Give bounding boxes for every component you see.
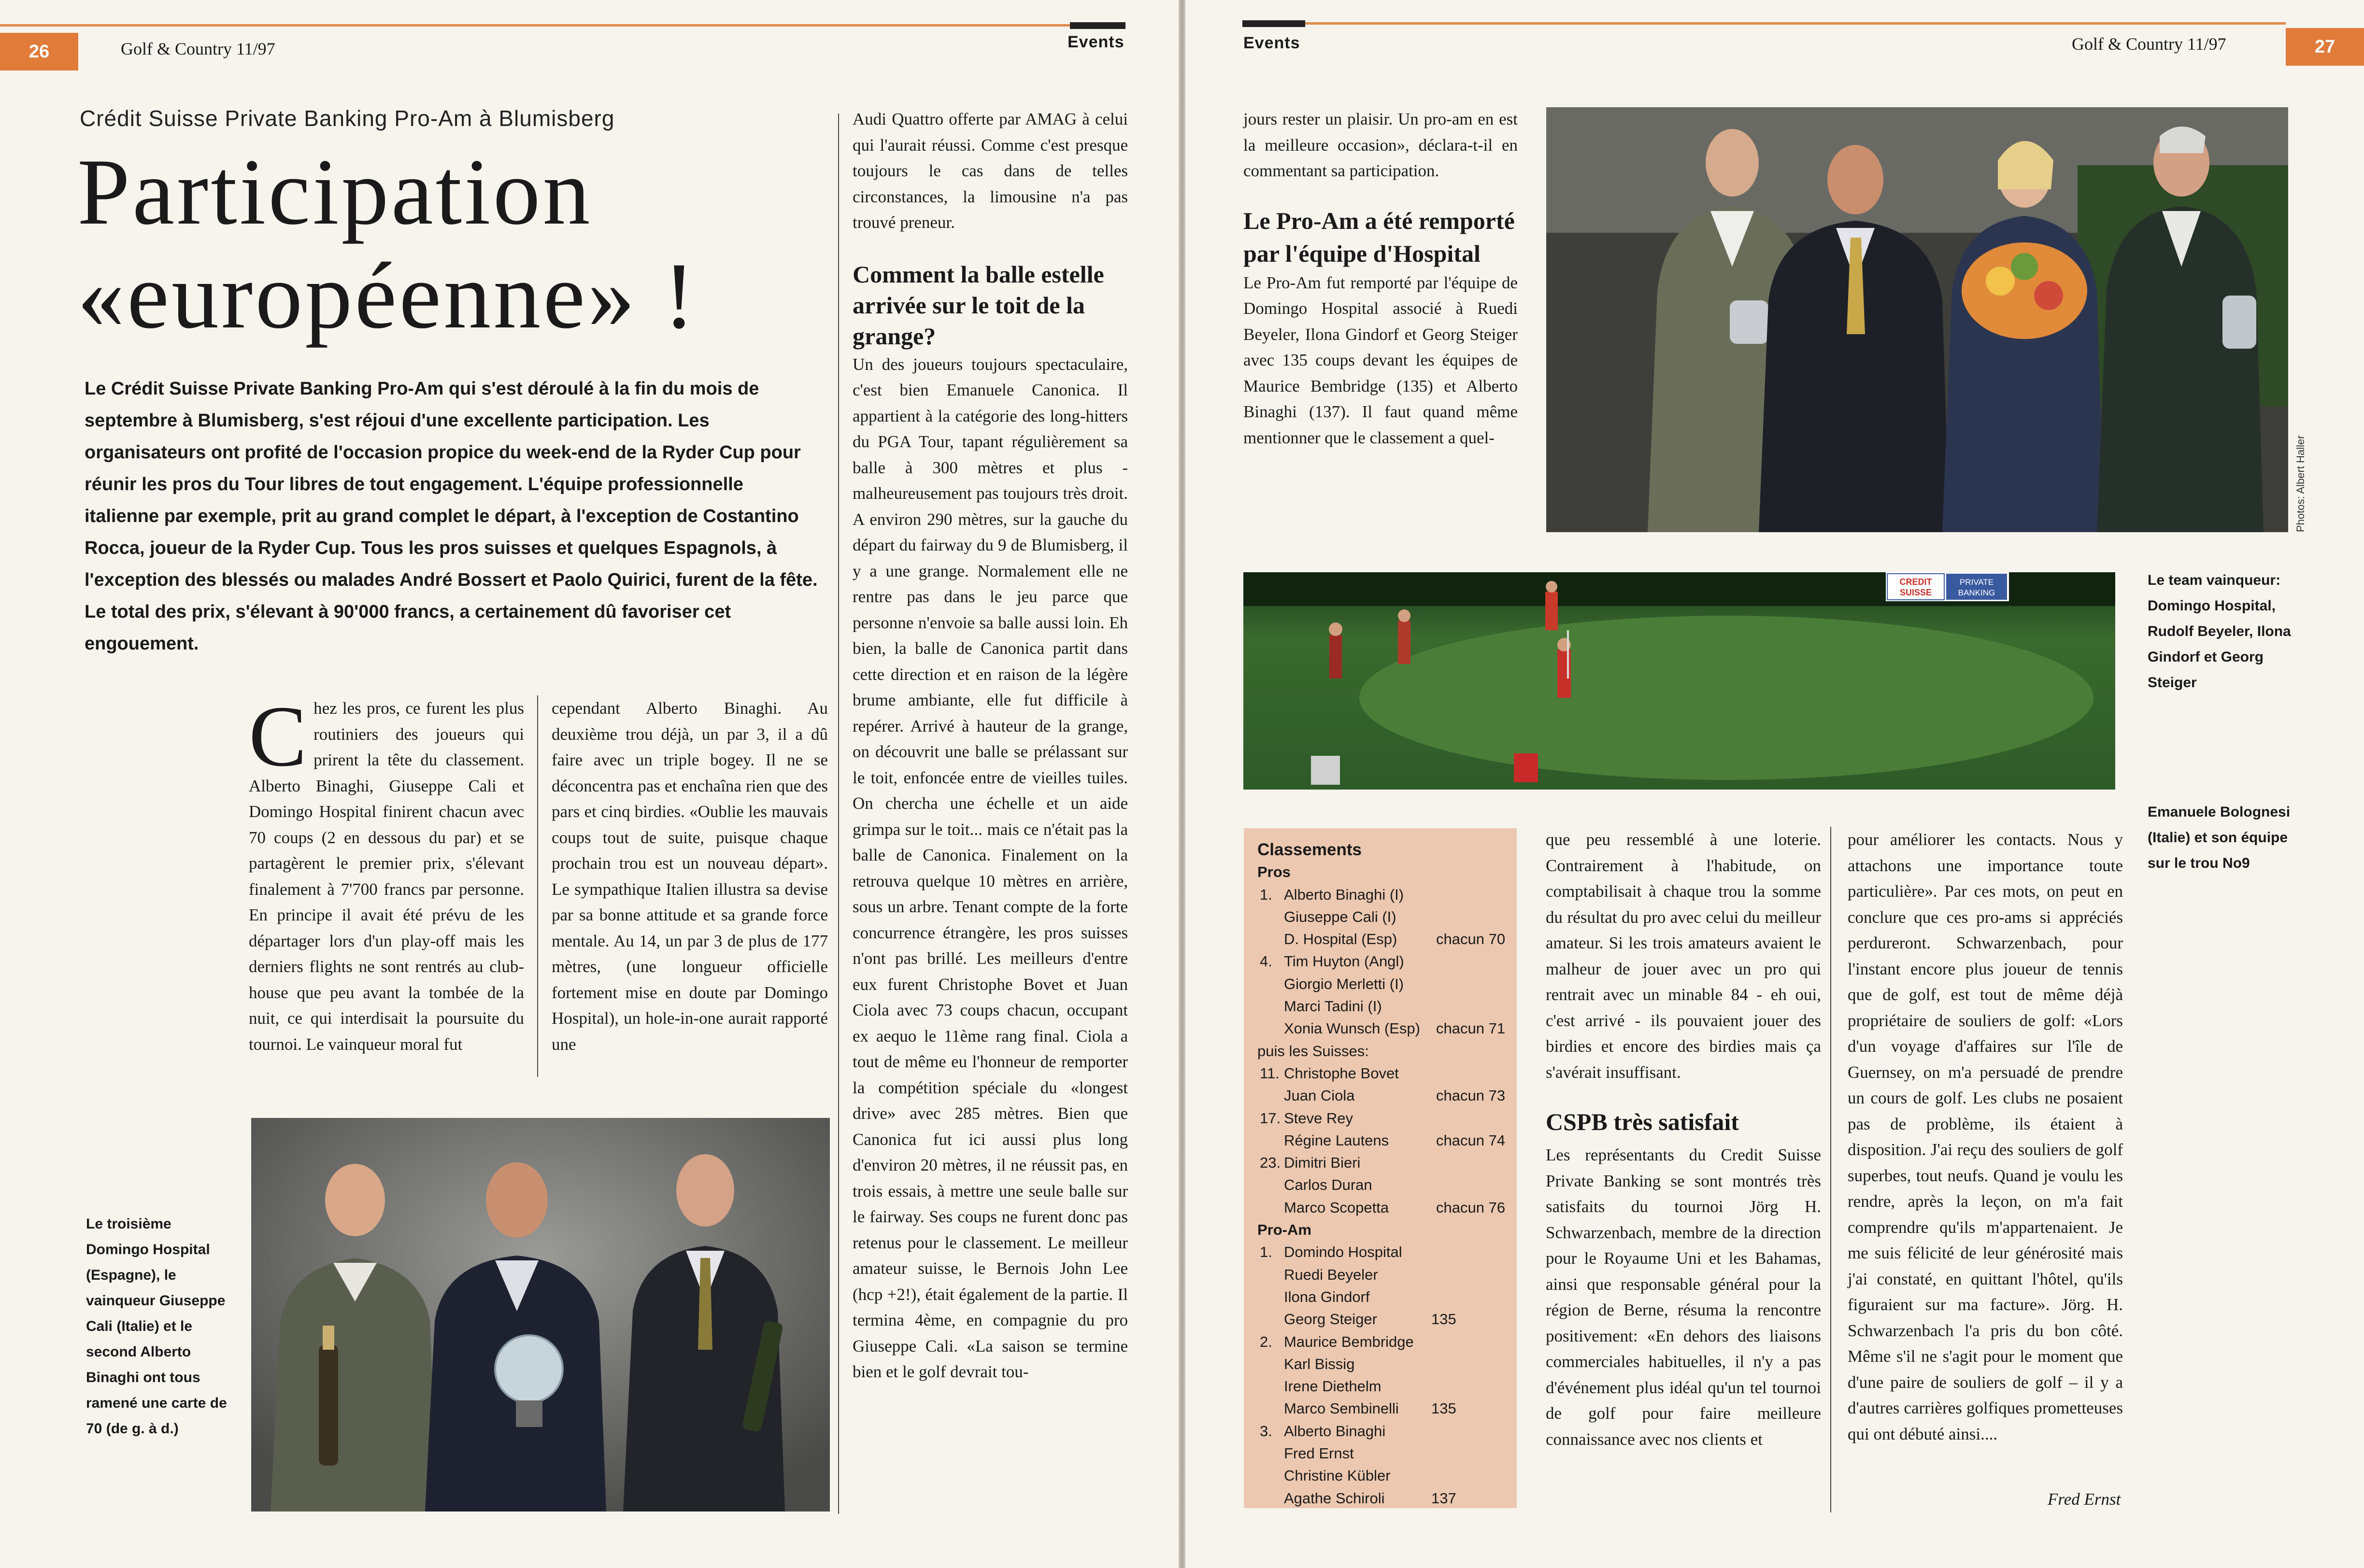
- players-photo-image: [251, 1118, 830, 1511]
- results-title: Classements: [1257, 840, 1362, 859]
- page-number: 26: [0, 33, 78, 71]
- page-number: 27: [2286, 28, 2364, 66]
- result-row: Marci Tadini (I): [1284, 998, 1382, 1015]
- result-row: 1. Domindo Hospital: [1260, 1243, 1402, 1261]
- col2-text: cependant Alberto Binaghi. Au deuxième trou déjà, un par 3, il a dû faire avec un triple bogey. Il ne se déconcentra pas et enchaîna rien que des pars et cinq birdies. «Oublie les mauvais coups tout de suite, puisque chaque prochain trou est un nouveau départ». Le sympathique Italien illustra sa devise par sa bonne attitude et sa grande force mentale. Au 14, un par 3 de plus de 177 mètres, (une longueur officielle fortement mise en doute par Domingo Hospital), un hole-in-one aurait rapporté une: [552, 699, 828, 1054]
- column-rule: [537, 695, 538, 1077]
- result-row: Giorgio Merletti (I): [1284, 975, 1404, 992]
- col2-text-1: que peu ressemblé à une loterie. Contrairement à l'habitude, on comptabilisait à chaque trou la somme du résultat du pro avec celui du meilleur amateur. Si les trois amateurs avaient le malheur de jouer avec un pro qui rentrait avec un minable 84 - eh oui, c'est arrivé - ils pouvaient jouer des birdies et encore des birdies mais ça s'avérait insuffisant.: [1546, 830, 1821, 1082]
- header-rule: [1242, 22, 2286, 25]
- results-pros-label: Pros: [1257, 863, 1291, 881]
- subheading: CSPB très satisfait: [1546, 1108, 1739, 1135]
- left-page: [0, 0, 1179, 1568]
- body-column-2: [1546, 827, 1821, 1452]
- result-row: Agathe Schiroli 137: [1284, 1489, 1456, 1507]
- results-swiss-list: [1257, 1062, 1517, 1219]
- column-rule: [1830, 827, 1831, 1512]
- result-row: Régine Lautens chacun 74: [1284, 1131, 1506, 1149]
- drop-cap: C: [249, 688, 307, 784]
- caption-winning-team: Le team vainqueur: Domingo Hospital, Rudolf Beyeler, Ilona Gindorf et Georg Steiger: [2148, 572, 2291, 691]
- body-column-3: [1848, 827, 2123, 1447]
- sign-cs-line1: CREDIT: [1899, 577, 1932, 587]
- title-line-1: Participation: [77, 140, 593, 244]
- section-label: Events: [1243, 34, 1300, 52]
- sign-pb-line1: PRIVATE: [1959, 578, 1994, 587]
- col3-text-1: Audi Quattro offerte par AMAG à celui qui l'aurait réussi. Comme c'est presque toujours le cas dans de telles circonstances, la limousine n'a pas trouvé preneur.: [853, 110, 1128, 232]
- result-row: Xonia Wunsch (Esp) chacun 71: [1284, 1020, 1506, 1037]
- result-row: 4. Tim Huyton (Angl): [1260, 953, 1404, 970]
- result-row: Juan Ciola chacun 73: [1284, 1087, 1506, 1104]
- result-row: 17. Steve Rey: [1260, 1109, 1353, 1127]
- result-row: Marco Sembinelli 135: [1284, 1400, 1456, 1417]
- result-row: 23. Dimitri Bieri: [1260, 1154, 1361, 1172]
- photo-credit: Photos: Albert Haller: [2294, 435, 2307, 532]
- body-column-1: [249, 688, 524, 1057]
- result-row: Karl Bissig: [1284, 1355, 1355, 1372]
- results-swiss-label: puis les Suisses:: [1257, 1042, 1369, 1059]
- result-row: 2. Maurice Bembridge: [1260, 1333, 1414, 1350]
- article-title: [77, 140, 698, 348]
- section-label: Events: [1068, 33, 1125, 51]
- article-lead: Le Crédit Suisse Private Banking Pro-Am qui s'est déroulé à la fin du mois de septembre à Blumisberg, s'est réjoui d'une excellente participation. Les organisateurs ont profité de l'occasion propice du week-end de la Ryder Cup pour réunir les pros du Tour libres de tout engagement. L'équipe professionnelle italienne par exemple, prit au grand complet le départ, à l'exception de Costantino Rocca, joueur de la Ryder Cup. Tous les pros suisses et quelques Espagnols, à l'exception des blessés ou malades André Bossert et Paolo Quirici, furent de la fête. Le total des prix, s'élevant à 90'000 francs, a certainement dû favoriser cet engouement.: [85, 379, 818, 654]
- col2-text-2: Les représentants du Credit Suisse Private Banking se sont montrés très satisfaits du tournoi Jörg H. Schwarzenbach, membre de la direction pour le Royaume Uni et les Bahamas, ainsi que responsable général pour la région de Berne, résuma la rencontre positivement: «En dehors des liaisons commerciales habituelles, il n'y a pas d'événement plus idéal qu'un tel tournoi de golf pour faire meilleure connaissance avec nos clients et: [1546, 1145, 1821, 1449]
- result-row: 11. Christophe Bovet: [1260, 1064, 1399, 1082]
- results-box: [1244, 828, 1517, 1508]
- result-row: Marco Scopetta chacun 76: [1284, 1199, 1506, 1216]
- result-row: 3. Alberto Binaghi: [1260, 1422, 1386, 1440]
- col1-text-1: jours rester un plaisir. Un pro-am en est la meilleure occasion», déclara-t-il en commentant sa participation.: [1243, 110, 1518, 180]
- results-proam-list: [1257, 1241, 1517, 1510]
- sign-cs-line2: SUISSE: [1899, 588, 1932, 597]
- col1-text-2: Le Pro-Am fut remporté par l'équipe de Domingo Hospital associé à Ruedi Beyeler, Ilona Gindorf et Georg Steiger avec 135 coups devant les équipes de Maurice Bembridge (135) et Alberto Binaghi (137). Il faut quand même mentionner que le classement a quel-: [1243, 273, 1518, 447]
- result-row: Fred Ernst: [1284, 1445, 1354, 1462]
- column-rule: [838, 113, 839, 1514]
- result-row: Irene Diethelm: [1284, 1378, 1381, 1395]
- team-photo-image: [1546, 107, 2288, 532]
- subheading: Comment la balle estelle arrivée sur le toit de la grange?: [853, 260, 1104, 350]
- results-pros-list: [1257, 884, 1517, 1040]
- caption-bolognesi: Emanuele Bolognesi (Italie) et son équipe sur le trou No9: [2148, 804, 2291, 871]
- photo-golf-course: [1243, 572, 2115, 790]
- body-column-3: [853, 106, 1128, 1385]
- photo-winning-team: [1546, 107, 2288, 532]
- result-row: D. Hospital (Esp) chacun 70: [1284, 931, 1506, 948]
- section-bar: [1242, 20, 1305, 27]
- col3-text-2: Un des joueurs toujours spectaculaire, c'est bien Emanuele Canonica. Il appartient à la catégorie des long-hitters du PGA Tour, tapant régulièrement sa balle à 300 mètres et plus - malheureusement pas toujours très droit. A environ 290 mètres, sur la gauche du départ du fairway du 9 de Blumisberg, il y a une grange. Normalement elle ne rentre pas dans le jeu parce que personne n'envoie sa balle aussi loin. Eh bien, la balle de Canonica partit dans cette direction et en raison de la légère brume ambiante, elle fut difficile à repérer. Arrivé à hauteur de la grange, on découvrit une balle se prélassant sur le toit, enfoncée entre de vieilles tuiles. On chercha une échelle et un aide grimpa sur le toit... mais ce n'était pas la balle de Canonica. Finalement on la retrouva quelque 10 mètres en arrière, sous un arbre. Tenant compte de la forte concurrence étrangère, les pros suisses n'ont pas brillé. Les meilleurs d'entre eux furent Christophe Bovet et Juan Ciola avec 73 coups chacun, occupant ex aequo le 11ème rang final. Ciola a tout de même eu l'honneur de remporter la compétition spéciale du «longest drive» avec 285 mètres. Bien que Canonica fut ici aussi plus long d'environ 20 mètres, il ne réussit pas, en trois essais, à mettre une seule balle sur le fairway. Ses coups ne furent donc pas retenus pour le classement. Le meilleur amateur suisse, le Bernois John Lee (hcp +2!), était également de la partie. Il termina 4ème, en compagnie du pro Giuseppe Cali. «La saison se termine bien et le golf devrait tou-: [853, 354, 1128, 1381]
- magazine-title: Golf & Country 11/97: [2072, 34, 2226, 54]
- result-row: 1. Alberto Binaghi (I): [1260, 886, 1404, 903]
- col1-text: hez les pros, ce furent les plus routiniers des joueurs qui prirent la tête du classement. Alberto Binaghi, Giuseppe Cali et Domingo Hospital finirent chacun avec 70 coups (2 en dessous du par) et se partagèrent le premier prix, s'élevant finalement à 7'700 francs par personne. En principe il avait été prévu de les départager lors d'un play-off mais les derniers flights ne sont rentrés au club-house que peu avant la tombée de la nuit, ce qui interdisait la poursuite du tournoi. Le vainqueur moral fut: [249, 699, 524, 1054]
- article-kicker: Crédit Suisse Private Banking Pro-Am à Blumisberg: [80, 106, 615, 131]
- results-proam-label: Pro-Am: [1257, 1221, 1311, 1239]
- result-row: Ilona Gindorf: [1284, 1288, 1370, 1305]
- header-rule: [0, 24, 1125, 27]
- photo-three-players: [251, 1118, 830, 1511]
- col3-text: pour améliorer les contacts. Nous y attachons une importance toute particulière». Par ces mots, on peut en conclure que ces pro-ams si appréciés perdureront. Schwarzenbach, pour l'instant encore plus joueur de tennis que de golf, est tout de même déjà propriétaire de souliers de golf: «Lors d'un voyage d'affaires sur l'île de Guernsey, on m'a persuadé de prendre un cours de golf. Les clubs ne posaient pas de problème, ils étaient à disposition. J'ai reçu des souliers de golf superbes, tout neufs. Quand je voulu les rendre, après la leçon, on m'a fait comprendre qu'ils m'appartenaient. Je me suis félicité de leur générosité mais j'ai constaté, en quittant l'hôtel, qu'ils figuraient sur ma facture». Jörg. H. Schwarzenbach l'a pris du bon côté. Même s'il ne s'agit pour le moment que d'une paire de souliers de golf – il y a d'autres carrières golfiques prometteuses qui ont débuté ainsi....: [1848, 830, 2123, 1443]
- sign-pb-line2: BANKING: [1958, 588, 1995, 597]
- result-row: Giuseppe Cali (I): [1284, 908, 1396, 925]
- section-bar: [1070, 22, 1125, 29]
- subheading: Le Pro-Am a été remporté par l'équipe d'Hospital: [1243, 207, 1515, 267]
- body-column-2: [552, 695, 828, 1057]
- magazine-title: Golf & Country 11/97: [121, 39, 275, 58]
- result-row: Ruedi Beyeler: [1284, 1266, 1378, 1283]
- body-column-1: [1243, 106, 1518, 451]
- result-row: Georg Steiger 135: [1284, 1311, 1456, 1328]
- result-row: Carlos Duran: [1284, 1176, 1372, 1194]
- author-signature: Fred Ernst: [2048, 1490, 2121, 1509]
- photo-caption: Le troisième Domingo Hospital (Espagne), le vainqueur Giuseppe Cali (Italie) et le second Alberto Binaghi ont tous ramené une carte de 70 (de g. à d.): [86, 1216, 227, 1437]
- result-row: Christine Kübler: [1284, 1467, 1391, 1484]
- title-line-2: «européenne» !: [77, 243, 698, 348]
- spine-gutter: [1179, 0, 1185, 1568]
- right-page: [1185, 0, 2364, 1568]
- golf-course-image: [1243, 572, 2115, 790]
